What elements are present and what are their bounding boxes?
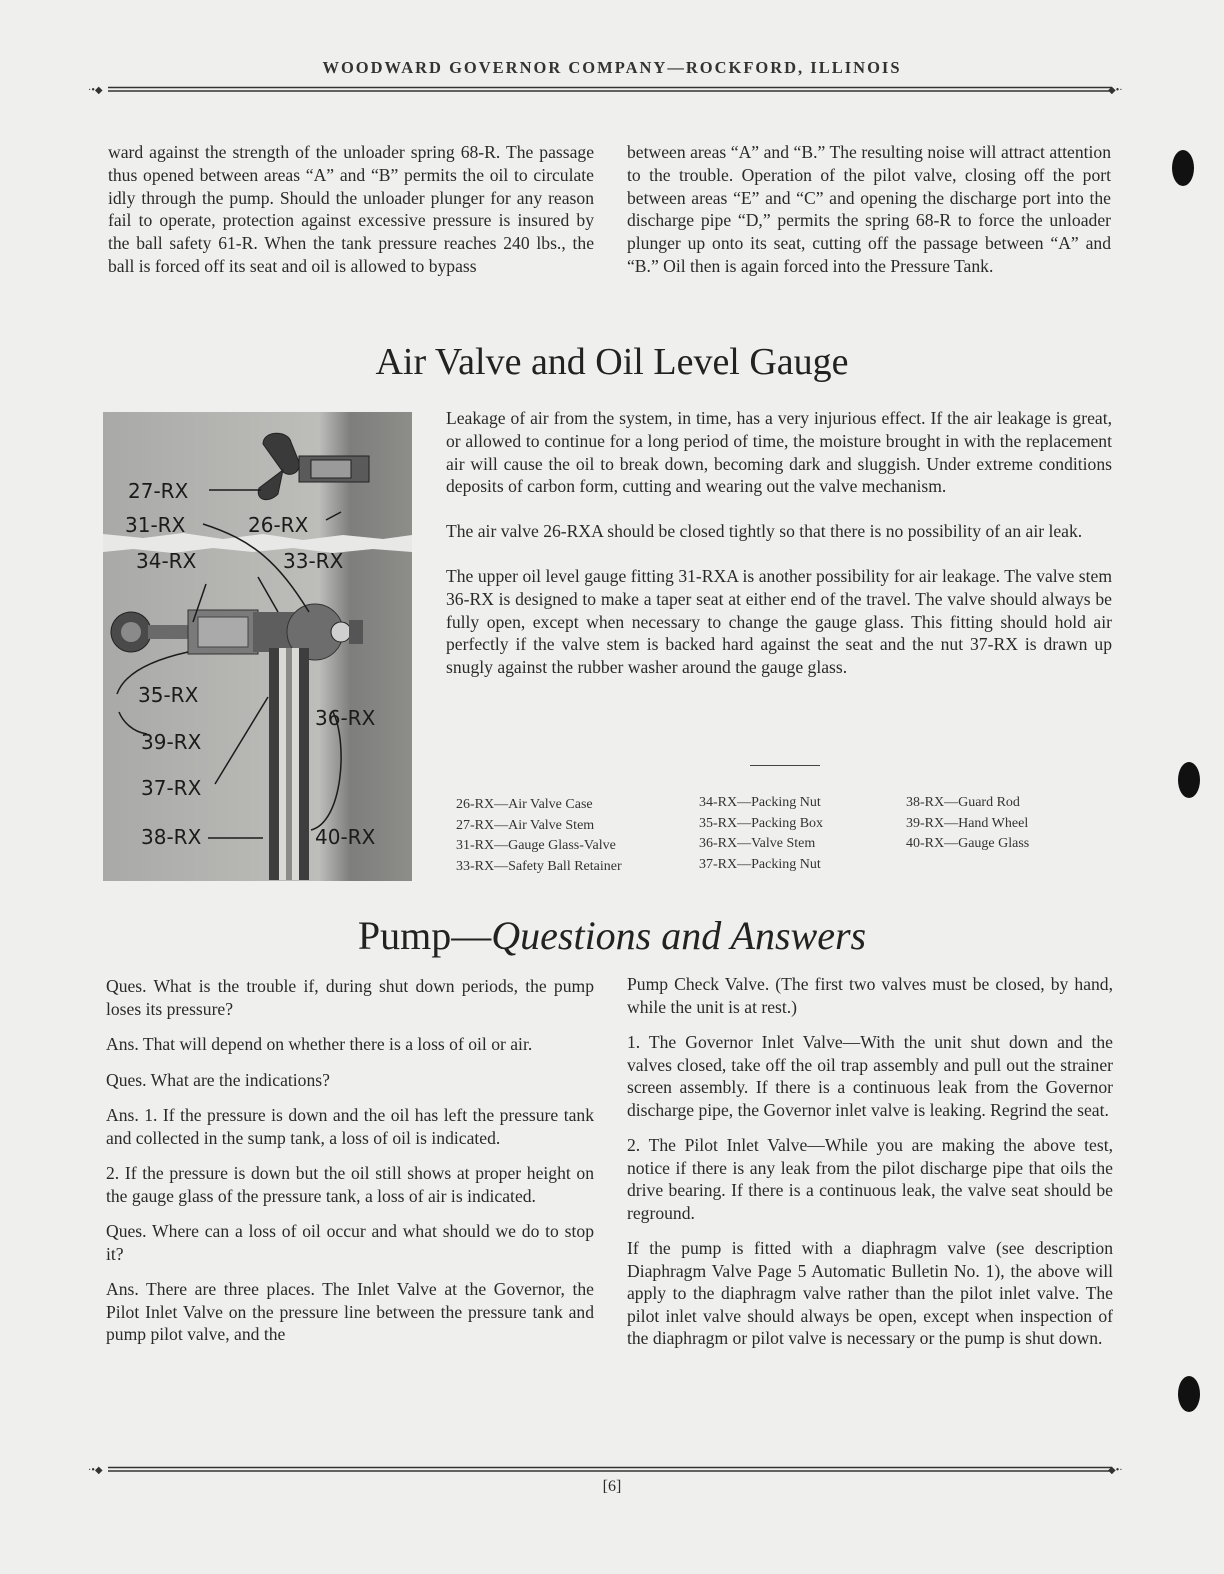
qa-paragraph: Pump Check Valve. (The first two valves must be closed, by hand, while the unit is at rest.) bbox=[627, 974, 1113, 1017]
qa-paragraph: Ques. What are the indications? bbox=[106, 1069, 330, 1090]
qa-left-column bbox=[106, 975, 594, 1359]
parts-list-item: 36-RX—Valve Stem bbox=[699, 836, 816, 851]
binder-hole bbox=[1172, 150, 1194, 186]
qa-right-column bbox=[627, 973, 1113, 1363]
qa-paragraph: 2. If the pressure is down but the oil still shows at proper height on the gauge glass of the pressure tank, a loss of air is indicated. bbox=[106, 1163, 594, 1206]
parts-list-item: 38-RX—Guard Rod bbox=[906, 795, 1020, 810]
parts-list-column-3 bbox=[906, 793, 1029, 855]
photo-label: 38-RX bbox=[141, 825, 202, 849]
qa-paragraph: 2. The Pilot Inlet Valve—While you are making the above test, notice if there is any leak from the pilot discharge pipe that oils the drive bearing. If there is a continuous leak, the valve seat should be reground. bbox=[627, 1135, 1113, 1223]
photo-label: 39-RX bbox=[141, 730, 202, 754]
parts-list-item: 37-RX—Packing Nut bbox=[699, 856, 821, 872]
parts-list-column-2 bbox=[699, 793, 823, 875]
intro-left-column bbox=[108, 141, 594, 278]
photo-label: 33-RX bbox=[283, 549, 344, 573]
paragraph: The upper oil level gauge fitting 31-RXA is another possibility for air leakage. The valve stem 36-RX is designed to make a taper seat at either end of the travel. The valve should always be fully open, except when necessary to change the gauge glass. This fitting should hold air perfectly if the valve stem is backed hard against the seat and the nut 37-RX is drawn up snugly against the rubber washer around the gauge glass. bbox=[446, 565, 1112, 678]
qa-paragraph: If the pump is fitted with a diaphragm valve (see description Diaphragm Valve Page 5 Automatic Bulletin No. 1), the above will apply to the diaphragm valve rather than the pilot inlet valve. The pilot inlet valve should always be open, except when inspection of the diaphragm or pilot valve is necessary or the pump is shut down. bbox=[627, 1238, 1113, 1348]
parts-list-item: 27-RX—Air Valve Stem bbox=[456, 817, 595, 833]
photo-label: 26-RX bbox=[248, 513, 309, 537]
air-valve-photo bbox=[103, 412, 412, 881]
divider bbox=[750, 765, 820, 766]
svg-text:◆•·: ◆•· bbox=[1108, 1465, 1123, 1474]
photo-label: 37-RX bbox=[141, 776, 202, 800]
svg-text:◆•·: ◆•· bbox=[1108, 85, 1123, 94]
qa-paragraph: Ques. Where can a loss of oil occur and what should we do to stop it? bbox=[106, 1221, 594, 1264]
photo-label: 34-RX bbox=[136, 549, 197, 573]
heading-italic: Questions and Answers bbox=[491, 913, 867, 958]
photo-label: 31-RX bbox=[125, 513, 186, 537]
paragraph: The air valve 26-RXA should be closed tightly so that there is no possibility of an air leak. bbox=[446, 521, 1083, 542]
heading-plain: Pump— bbox=[357, 913, 492, 958]
paragraph: ward against the strength of the unloader spring 68-R. The passage thus opened between areas “A” and “B” permits the oil to circulate idly through the pump. Should the unloader plunger for any reason fail to operate, protection against excessive pressure is insured by the ball safety 61-R. When the tank pressure reaches 240 lbs., the ball is forced off its seat and oil is allowed to bypass bbox=[108, 142, 594, 276]
parts-list-item: 40-RX—Gauge Glass bbox=[906, 836, 1030, 851]
binder-hole bbox=[1178, 1376, 1200, 1412]
photo-label: 36-RX bbox=[315, 706, 376, 730]
qa-paragraph: Ans. There are three places. The Inlet Valve at the Governor, the Pilot Inlet Valve on the pressure line between the pressure tank and pump pilot valve, and the bbox=[106, 1279, 594, 1344]
air-valve-text bbox=[446, 407, 1112, 679]
paragraph: Leakage of air from the system, in time, has a very injurious effect. If the air leakage is great, or allowed to continue for a long period of time, the moisture brought in with the replacement air will cause the oil to break down, becoming dark and sluggish. Under extreme conditions deposits of carbon form, cutting and wearing out the valve mechanism. bbox=[446, 408, 1112, 497]
running-head: WOODWARD GOVERNOR COMPANY—ROCKFORD, ILLINOIS bbox=[322, 58, 902, 77]
air-valve-illustration bbox=[103, 412, 412, 881]
section-heading-pump-qa bbox=[0, 912, 1224, 959]
header-rule bbox=[88, 85, 1132, 94]
qa-paragraph: Ques. What is the trouble if, during shut down periods, the pump loses its pressure? bbox=[106, 976, 594, 1019]
qa-paragraph: Ans. That will depend on whether there is a loss of oil or air. bbox=[106, 1034, 533, 1054]
svg-text:·•◆: ·•◆ bbox=[88, 1465, 103, 1474]
parts-list-item: 35-RX—Packing Box bbox=[699, 815, 824, 831]
photo-label: 27-RX bbox=[128, 479, 189, 503]
parts-list-item: 34-RX—Packing Nut bbox=[699, 795, 821, 810]
paragraph: between areas “A” and “B.” The resulting noise will attract attention to the trouble. Operation of the pilot valve, closing off the port between areas “E” and “C” and opening the discharge port into the discharge pipe “D,” permits the spring 68-R to force the unloader plunger up onto its seat, cutting off the passage between “A” and “B.” Oil then is again forced into the Pressure Tank. bbox=[627, 142, 1111, 276]
parts-list-item: 31-RX—Gauge Glass-Valve bbox=[456, 838, 616, 853]
svg-text:·•◆: ·•◆ bbox=[88, 85, 103, 94]
parts-list-column-1 bbox=[456, 795, 622, 877]
footer-rule bbox=[88, 1465, 1132, 1474]
page-number: [6] bbox=[602, 1478, 622, 1495]
section-heading-air-valve: Air Valve and Oil Level Gauge bbox=[375, 341, 849, 383]
parts-list-item: 33-RX—Safety Ball Retainer bbox=[456, 858, 622, 874]
intro-right-column bbox=[627, 141, 1111, 278]
qa-paragraph: Ans. 1. If the pressure is down and the oil has left the pressure tank and collected in the sump tank, a loss of oil is indicated. bbox=[106, 1105, 594, 1148]
parts-list-item: 39-RX—Hand Wheel bbox=[906, 815, 1029, 831]
parts-list-item: 26-RX—Air Valve Case bbox=[456, 797, 593, 812]
qa-paragraph: 1. The Governor Inlet Valve—With the unit shut down and the valves closed, take off the oil trap assembly and pull out the strainer screen assembly. If there is a continuous leak from the Governor discharge pipe, the Governor inlet valve is leaking. Regrind the seat. bbox=[627, 1032, 1113, 1120]
photo-label: 35-RX bbox=[138, 683, 199, 707]
binder-hole bbox=[1178, 762, 1200, 798]
photo-label: 40-RX bbox=[315, 825, 376, 849]
